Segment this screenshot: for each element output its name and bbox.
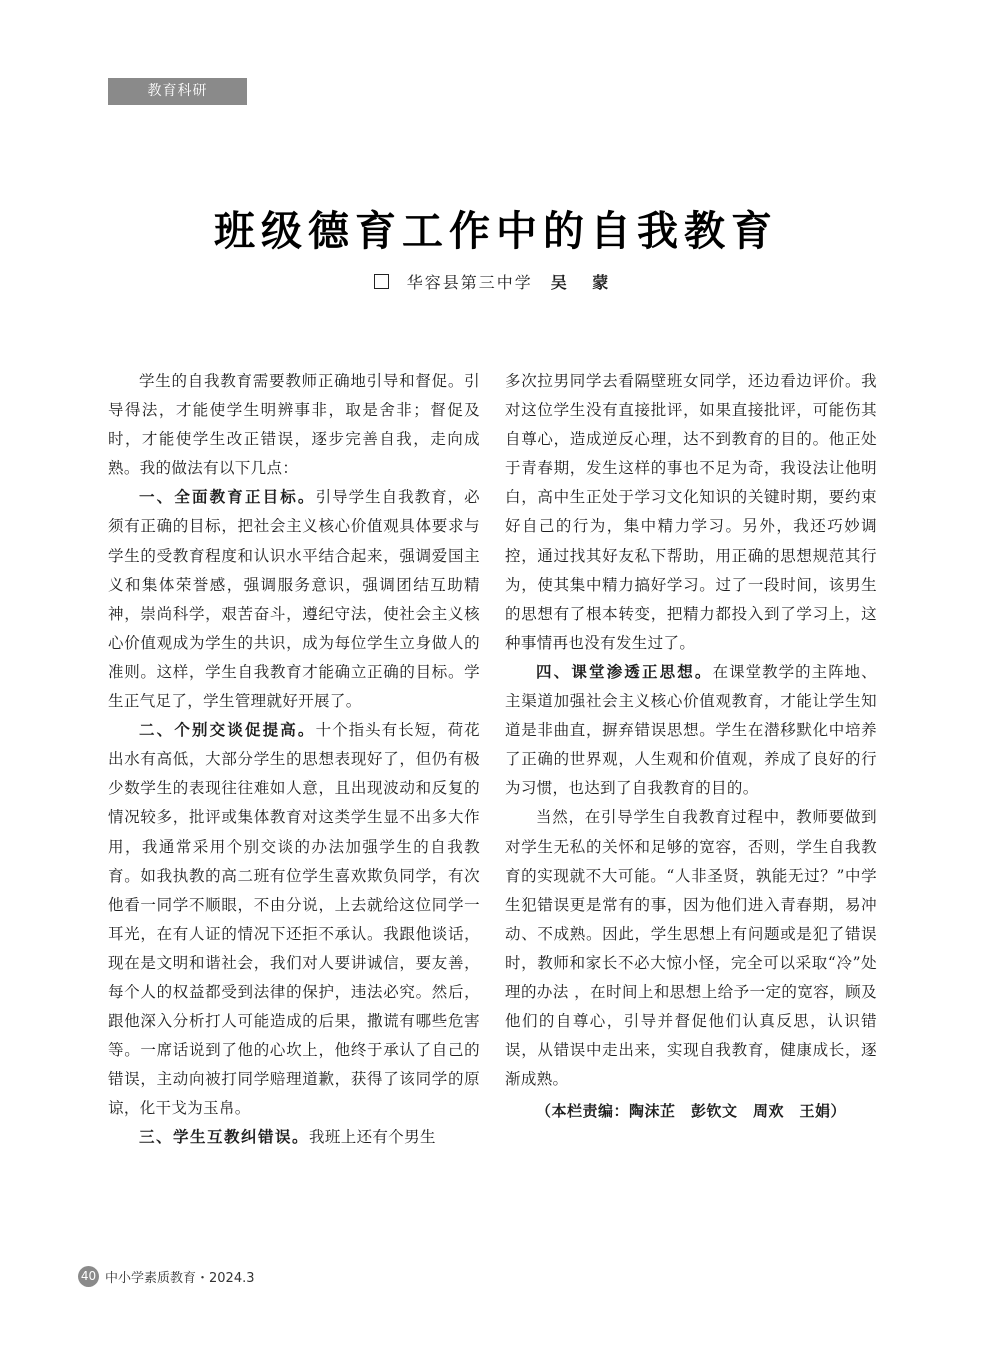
journal-issue: 中小学素质教育・2024.3	[105, 1270, 255, 1286]
section-3-body: 我班上还有个男生	[309, 1128, 436, 1147]
section-4-body: 在课堂教学的主阵地、主渠道加强社会主义核心价值观教育，才能让学生知道是非曲直，摒弃错误思想。学生在潜移默化中培养了正确的世界观，人生观和价值观，养成了良好的行为习惯，也达到了自我教育的目的。	[505, 662, 877, 798]
square-bullet-icon	[374, 274, 389, 289]
page-footer	[78, 1265, 255, 1287]
author-name: 吴 蒙	[550, 273, 619, 292]
section-tab: 教育科研	[108, 78, 247, 105]
intro-paragraph: 学生的自我教育需要教师正确地引导和督促。引导得法，才能使学生明辨事非，取是舍非；督促及时，才能使学生改正错误，逐步完善自我，走向成熟。我的做法有以下几点：	[108, 372, 480, 478]
editor-credits: （本栏责编：陶沫芷 彭钦文 周欢 王娟）	[535, 1102, 846, 1121]
section-4-paragraph	[505, 658, 877, 803]
author-school: 华容县第三中学	[406, 273, 533, 292]
page-number: 40	[78, 1266, 99, 1287]
section-1-paragraph	[108, 483, 480, 716]
section-1-body: 引导学生自我教育，必须有正确的目标，把社会主义核心价值观具体要求与学生的受教育程度和认识水平结合起来，强调爱国主义和集体荣誉感，强调服务意识，强调团结互助精神，崇尚科学，艰苦奋斗，遵纪守法，使社会主义核心价值观成为学生的共识，成为每位学生立身做人的准则。这样，学生自我教育才能确立正确的目标。学生正气足了，学生管理就好开展了。	[108, 488, 480, 711]
section-3-continued: 多次拉男同学去看隔壁班女同学，还边看边评价。我对这位学生没有直接批评，如果直接批评，可能伤其自尊心，造成逆反心理，达不到教育的目的。他正处于青春期，发生这样的事也不足为奇，我设法让他明白，高中生正处于学习文化知识的关键时期，要约束好自己的行为，集中精力学习。另外，我还巧妙调控，通过找其好友私下帮助，用正确的思想规范其行为，使其集中精力搞好学习。过了一段时间，该男生的思想有了根本转变，把精力都投入到了学习上，这种事情再也没有发生过了。	[505, 372, 877, 652]
conclusion-paragraph: 当然，在引导学生自我教育过程中，教师要做到对学生无私的关怀和足够的宽容，否则，学生自我教育的实现就不大可能。“人非圣贤，孰能无过？”中学生犯错误更是常有的事，因为他们进入青春期，易冲动、不成熟。因此，学生思想上有问题或是犯了错误时，教师和家长不必大惊小怪，完全可以采取“冷”处理的办法 ，在时间上和思想上给予一定的宽容，顾及他们的自尊心，引导并督促他们认真反思，认识错误，从错误中走出来，实现自我教育，健康成长，逐渐成熟。	[505, 808, 877, 1089]
section-2-paragraph	[108, 716, 480, 1123]
section-3-heading: 三、学生互教纠错误。	[139, 1128, 310, 1147]
section-4-heading: 四、课堂渗透正思想。	[536, 662, 713, 681]
section-1-heading: 一、全面教育正目标。	[139, 488, 316, 507]
section-2-body: 十个指头有长短，荷花出水有高低，大部分学生的思想表现好了，但仍有极少数学生的表现往往难如人意，且出现波动和反复的情况较多，批评或集体教育对这类学生显不出多大作用，我通常采用个别交谈的办法加强学生的自我教育。如我执教的高二班有位学生喜欢欺负同学，有次他看一同学不顺眼，不由分说，上去就给这位同学一耳光，在有人证的情况下还拒不承认。我跟他谈话，现在是文明和谐社会，我们对人要讲诚信，要友善，每个人的权益都受到法律的保护，违法必究。然后，跟他深入分析打人可能造成的后果，撒谎有哪些危害等。一席话说到了他的心坎上，他终于承认了自己的错误，主动向被打同学赔理道歉，获得了该同学的原谅，化干戈为玉帛。	[108, 721, 480, 1118]
left-column	[108, 367, 480, 1153]
section-2-heading: 二、个别交谈促提高。	[139, 721, 316, 740]
byline	[0, 270, 992, 293]
section-3-paragraph	[108, 1123, 480, 1152]
article-title: 班级德育工作中的自我教育	[214, 207, 778, 255]
right-column	[505, 367, 877, 1126]
